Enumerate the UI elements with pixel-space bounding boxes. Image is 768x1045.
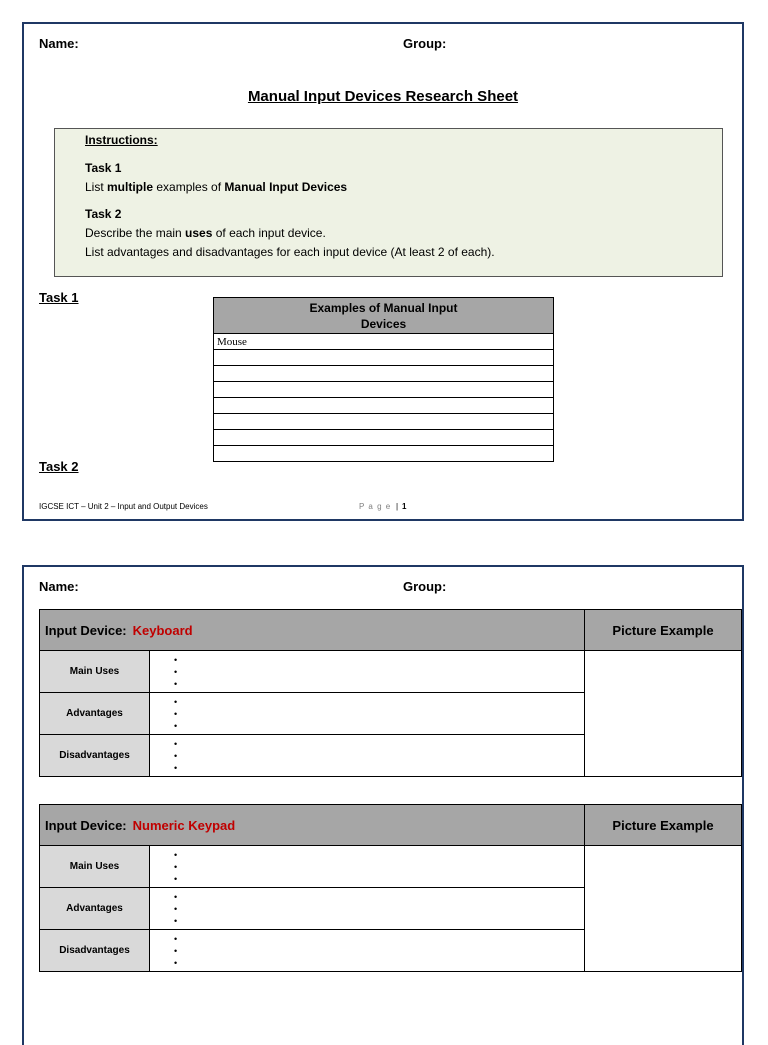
row-label-advantages: Advantages [40,888,150,930]
bullet-cell[interactable]: • • • [150,888,585,930]
row-label-main-uses: Main Uses [40,651,150,693]
table-row[interactable] [214,398,554,414]
instructions-task2-label: Task 2 [85,207,122,221]
footer-course: IGCSE ICT – Unit 2 – Input and Output Devices [39,502,208,511]
device-header: Input Device: Keyboard [40,610,585,651]
row-label-disadvantages: Disadvantages [40,735,150,777]
instructions-task2-line2: List advantages and disadvantages for each input device (At least 2 of each). [85,245,495,259]
row-label-advantages: Advantages [40,693,150,735]
examples-table-header: Examples of Manual Input Devices [214,298,554,334]
name-label: Name: [39,579,79,594]
device-table-keyboard [39,609,742,777]
picture-example-header: Picture Example [585,805,742,846]
bullet-cell[interactable]: • • • [150,846,585,888]
bullet-cell[interactable]: • • • [150,930,585,972]
picture-box[interactable] [585,651,742,777]
table-row[interactable] [214,382,554,398]
instructions-heading: Instructions: [85,133,158,147]
worksheet-page-2 [22,565,744,1045]
table-row[interactable] [214,414,554,430]
picture-box[interactable] [585,846,742,972]
device-name: Keyboard [132,622,193,638]
row-label-disadvantages: Disadvantages [40,930,150,972]
examples-table [213,297,554,462]
device-name: Numeric Keypad [132,817,236,833]
table-row[interactable] [214,430,554,446]
footer-page-number: 1 [402,502,407,511]
picture-example-header: Picture Example [585,610,742,651]
instructions-box [54,128,723,277]
footer-page-word: P a g e [359,502,392,511]
task1-heading: Task 1 [39,290,79,305]
group-label: Group: [403,579,447,594]
table-row[interactable] [214,446,554,462]
group-label: Group: [403,36,447,51]
footer-page-sep: | [396,502,399,511]
bullet-cell[interactable]: • • • [150,693,585,735]
instructions-task1-label: Task 1 [85,161,122,175]
device-header: Input Device: Numeric Keypad [40,805,585,846]
row-label-main-uses: Main Uses [40,846,150,888]
table-row[interactable] [214,366,554,382]
page-title: Manual Input Devices Research Sheet [247,88,519,105]
bullet-cell[interactable]: • • • [150,735,585,777]
worksheet-page-1 [22,22,744,521]
task2-heading: Task 2 [39,459,79,474]
table-row[interactable]: Mouse [214,334,554,350]
bullet-cell[interactable]: • • • [150,651,585,693]
instructions-task1-text: List multiple examples of Manual Input Devices [85,180,348,194]
name-label: Name: [39,36,79,51]
instructions-task2-line1: Describe the main uses of each input device. [85,226,326,240]
device-table-numeric-keypad [39,804,742,972]
table-row[interactable] [214,350,554,366]
